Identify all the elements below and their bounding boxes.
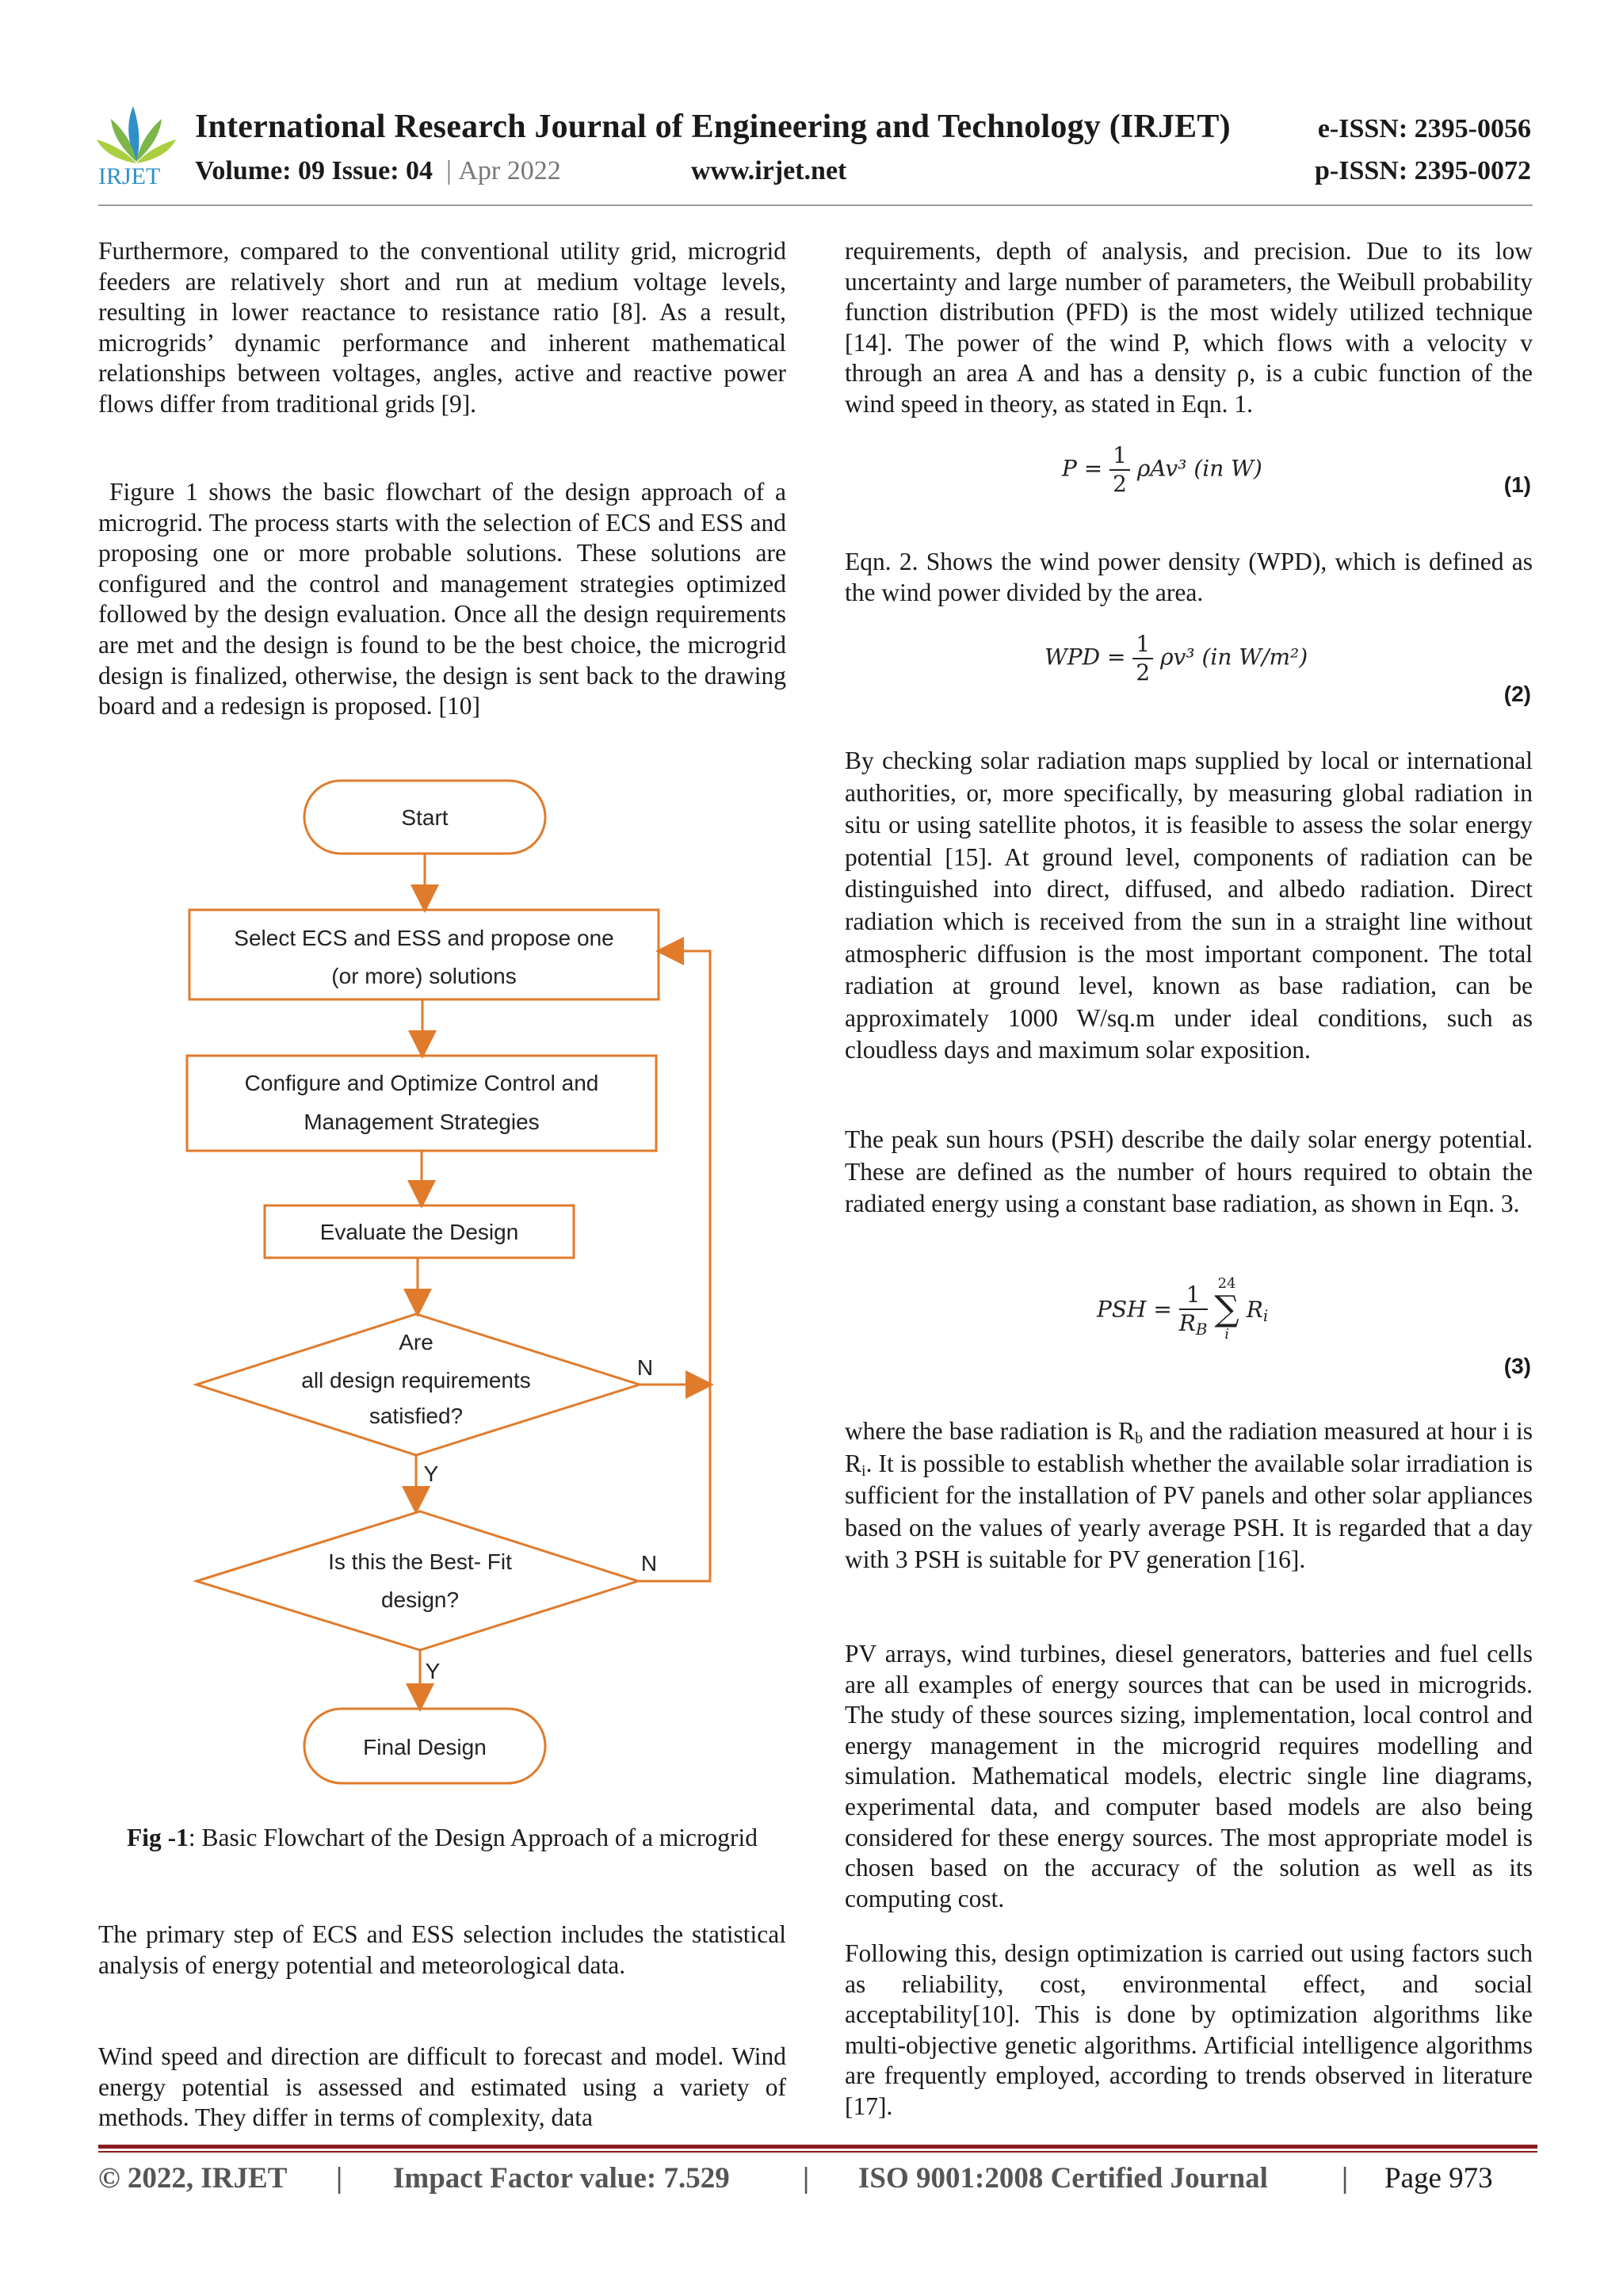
arrow-no-loop-back [638, 951, 710, 1581]
figure-caption [98, 1821, 786, 1854]
left-paragraph-2 [98, 477, 786, 722]
paragraph-text: requirements, depth of analysis, and precision. Due to its low uncertainty and large number of parameters, the Weibull probability function distribution (PFD) is the most widely utilized technique [14]. The power of the wind P, which flows with a velocity v through an area A and has a density ρ, is a cubic function of the wind speed in theory, as stated in Eqn. 1. [845, 237, 1533, 418]
eq3-fraction [1179, 1282, 1208, 1337]
yes-label-1: Y [423, 1461, 439, 1486]
footer-impact-factor: Impact Factor value: 7.529 [393, 2162, 730, 2195]
volume-separator: | [439, 156, 452, 185]
eq1-fraction [1109, 442, 1130, 498]
volume-issue [195, 156, 561, 186]
decision-bestfit-diamond [197, 1511, 638, 1650]
eq1-numerator: 1 [1109, 442, 1130, 471]
right-paragraph-1 [845, 236, 1533, 420]
eq3-sum-symbol: ∑ [1214, 1289, 1239, 1329]
decision1-label-1: Are [399, 1330, 433, 1354]
yes-label-2: Y [425, 1659, 441, 1683]
no-label-1: N [636, 1355, 654, 1380]
eq3-sum-bottom: i [1224, 1326, 1230, 1343]
right-paragraph-5 [845, 1415, 1533, 1576]
decision1-label-3: satisfied? [369, 1404, 464, 1428]
eq1-denominator: 2 [1113, 471, 1127, 497]
equation-1 [1062, 442, 1262, 498]
paragraph-text [845, 1415, 1533, 1576]
left-paragraph-3 [98, 1920, 786, 1981]
figure-caption-text: : Basic Flowchart of the Design Approach of a microgrid [188, 1824, 758, 1851]
footer-separator-2: | [803, 2162, 810, 2195]
journal-url[interactable]: www.irjet.net [691, 156, 847, 185]
decision2-label-1: Is this the Best- Fit [328, 1549, 512, 1574]
eq3-denominator [1179, 1310, 1208, 1337]
paragraph-text: The primary step of ECS and ESS selection includes the statistical analysis of energy potential and meteorological data. [98, 1920, 786, 1979]
left-paragraph-1 [98, 236, 786, 420]
eq3-den-sub: B [1195, 1320, 1208, 1339]
equation-1-number: (1) [1503, 472, 1531, 497]
eq2-lhs: WPD = [1044, 644, 1126, 670]
pissn: p-ISSN: 2395-0072 [1315, 156, 1531, 185]
design-flowchart [182, 769, 737, 1799]
eq2-rhs: ρv³ (in W/m²) [1160, 644, 1308, 670]
journal-title: International Research Journal of Engineering and Technology (IRJET) [195, 109, 1231, 145]
eissn: e-ISSN: 2395-0056 [1317, 114, 1531, 143]
footer-separator-1: | [336, 2162, 343, 2195]
equation-3-number: (3) [1503, 1354, 1531, 1378]
footer-page-number: Page 973 [1384, 2162, 1493, 2195]
no-label-2: N [640, 1551, 658, 1576]
footer-iso: ISO 9001:2008 Certified Journal [858, 2162, 1268, 2195]
figure-label: Fig -1 [126, 1824, 189, 1851]
footer-divider-thick [98, 2145, 1537, 2149]
p5-part-b: and the radiation measured at hour i is R [845, 1417, 1533, 1477]
paragraph-text: By checking solar radiation maps supplied by local or international authorities, or, more specifically, by measuring global radiation in situ or using satellite photos, it is feasible to assess the solar energy potential [15]. At ground level, components of radiation can be distinguished into direct, diffused, and albedo radiation. Direct radiation which is received from the sun in a straight line without atmospheric diffusion is the most important component. The total radiation at ground level, known as base radiation, can be approximately 1000 W/sq.m under ideal conditions, such as cloudless days and maximum solar exposition. [845, 747, 1533, 1064]
eq3-sum [1214, 1276, 1239, 1343]
paragraph-text: Wind speed and direction are difficult to forecast and model. Wind energy potential is assessed and estimated using a variety of methods. They differ in terms of complexity, data [98, 2042, 786, 2132]
footer-separator-3: | [1342, 2162, 1349, 2195]
final-label: Final Design [363, 1735, 487, 1759]
equation-3 [1097, 1276, 1268, 1343]
configure-process-box [187, 1056, 656, 1151]
right-paragraph-7 [845, 1939, 1533, 2122]
right-paragraph-2 [845, 547, 1533, 608]
issue-date: Apr 2022 [458, 156, 561, 185]
right-paragraph-3 [845, 745, 1533, 1067]
paragraph-text: PV arrays, wind turbines, diesel generators, batteries and fuel cells are all examples of energy sources that can be used in microgrids. The study of these sources sizing, implementation, local control and energy management in the microgrid requires modelling and simulation. Mathematical models, electric single line diagrams, experimental data, and computer based models are also being considered for these energy sources. The most appropriate model is chosen based on the accuracy of the solution as well as its computing cost. [845, 1640, 1533, 1912]
eq3-lhs: PSH = [1097, 1296, 1172, 1323]
eq3-rhs-base: R [1246, 1296, 1263, 1323]
p5-sub-i: i [861, 1461, 866, 1480]
paragraph-text: Furthermore, compared to the conventional utility grid, microgrid feeders are relatively short and run at medium voltage levels, resulting in lower reactance to resistance ratio [8]. As a result, microgrids’ dynamic performance and inherent mathematical relationships between voltages, angles, active and reactive power flows differ from traditional grids [9]. [98, 237, 786, 418]
volume-text: Volume: 09 Issue: 04 [195, 156, 433, 185]
equation-2 [1044, 631, 1308, 686]
paragraph-text: Following this, design optimization is carried out using factors such as reliability, cost, environmental effect, and social acceptability[10]. This is done by optimization algorithms like multi-objective genetic algorithms. Artificial intelligence algorithms are frequently employed, according to trends observed in literature [17]. [845, 1939, 1533, 2120]
eq1-rhs: ρAv³ (in W) [1136, 455, 1262, 482]
decision1-label-2: all design requirements [301, 1368, 531, 1392]
eq3-numerator: 1 [1179, 1282, 1208, 1310]
paragraph-text: Eqn. 2. Shows the wind power density (WPD), which is defined as the wind power divided by the area. [845, 548, 1533, 606]
logo-text: IRJET [98, 163, 161, 189]
configure-label-1: Configure and Optimize Control and [244, 1071, 599, 1095]
eq3-sum-top: 24 [1217, 1275, 1236, 1292]
eq2-fraction [1132, 631, 1153, 686]
right-paragraph-6 [845, 1639, 1533, 1914]
paragraph-text: Figure 1 shows the basic flowchart of the design approach of a microgrid. The process starts with the selection of ECS and ESS and proposing one or more probable solutions. These solutions are configured and the control and management strategies optimized followed by the design evaluation. Once all the design requirements are met and the design is found to be the best choice, the microgrid design is finalized, otherwise, the design is sent back to the drawing board and a redesign is proposed. [10] [98, 478, 786, 720]
eq3-rhs-sub: i [1262, 1305, 1269, 1325]
select-label-1: Select ECS and ESS and propose one [234, 926, 614, 950]
p5-sub-b: b [1135, 1430, 1144, 1447]
journal-logo [94, 97, 179, 190]
eq1-lhs: P = [1062, 455, 1103, 482]
eq3-den-base: R [1178, 1310, 1196, 1336]
eq2-denominator: 2 [1136, 659, 1151, 686]
start-label: Start [401, 805, 449, 830]
eq3-rhs [1247, 1297, 1269, 1323]
footer-divider-thin [98, 2151, 1537, 2153]
select-label-2: (or more) solutions [331, 964, 517, 988]
p5-part-a: where the base radiation is R [845, 1417, 1136, 1445]
eq2-numerator: 1 [1132, 631, 1153, 659]
header-divider [98, 204, 1533, 206]
configure-label-2: Management Strategies [304, 1110, 540, 1134]
evaluate-label: Evaluate the Design [319, 1220, 519, 1244]
equation-2-number: (2) [1503, 682, 1531, 706]
right-paragraph-4 [845, 1124, 1533, 1221]
p5-part-c: . It is possible to establish whether the available solar irradiation is sufficient for the installation of PV panels and other solar appliances based on the values of yearly average PSH. It is regarded that a day with 3 PSH is suitable for PV generation [16]. [845, 1449, 1533, 1574]
decision2-label-2: design? [380, 1587, 460, 1612]
footer-copyright: © 2022, IRJET [98, 2162, 288, 2195]
left-paragraph-4 [98, 2042, 786, 2134]
paragraph-text: The peak sun hours (PSH) describe the daily solar energy potential. These are defined as the number of hours required to obtain the radiated energy using a constant base radiation, as shown in Eqn. 3. [845, 1125, 1533, 1218]
